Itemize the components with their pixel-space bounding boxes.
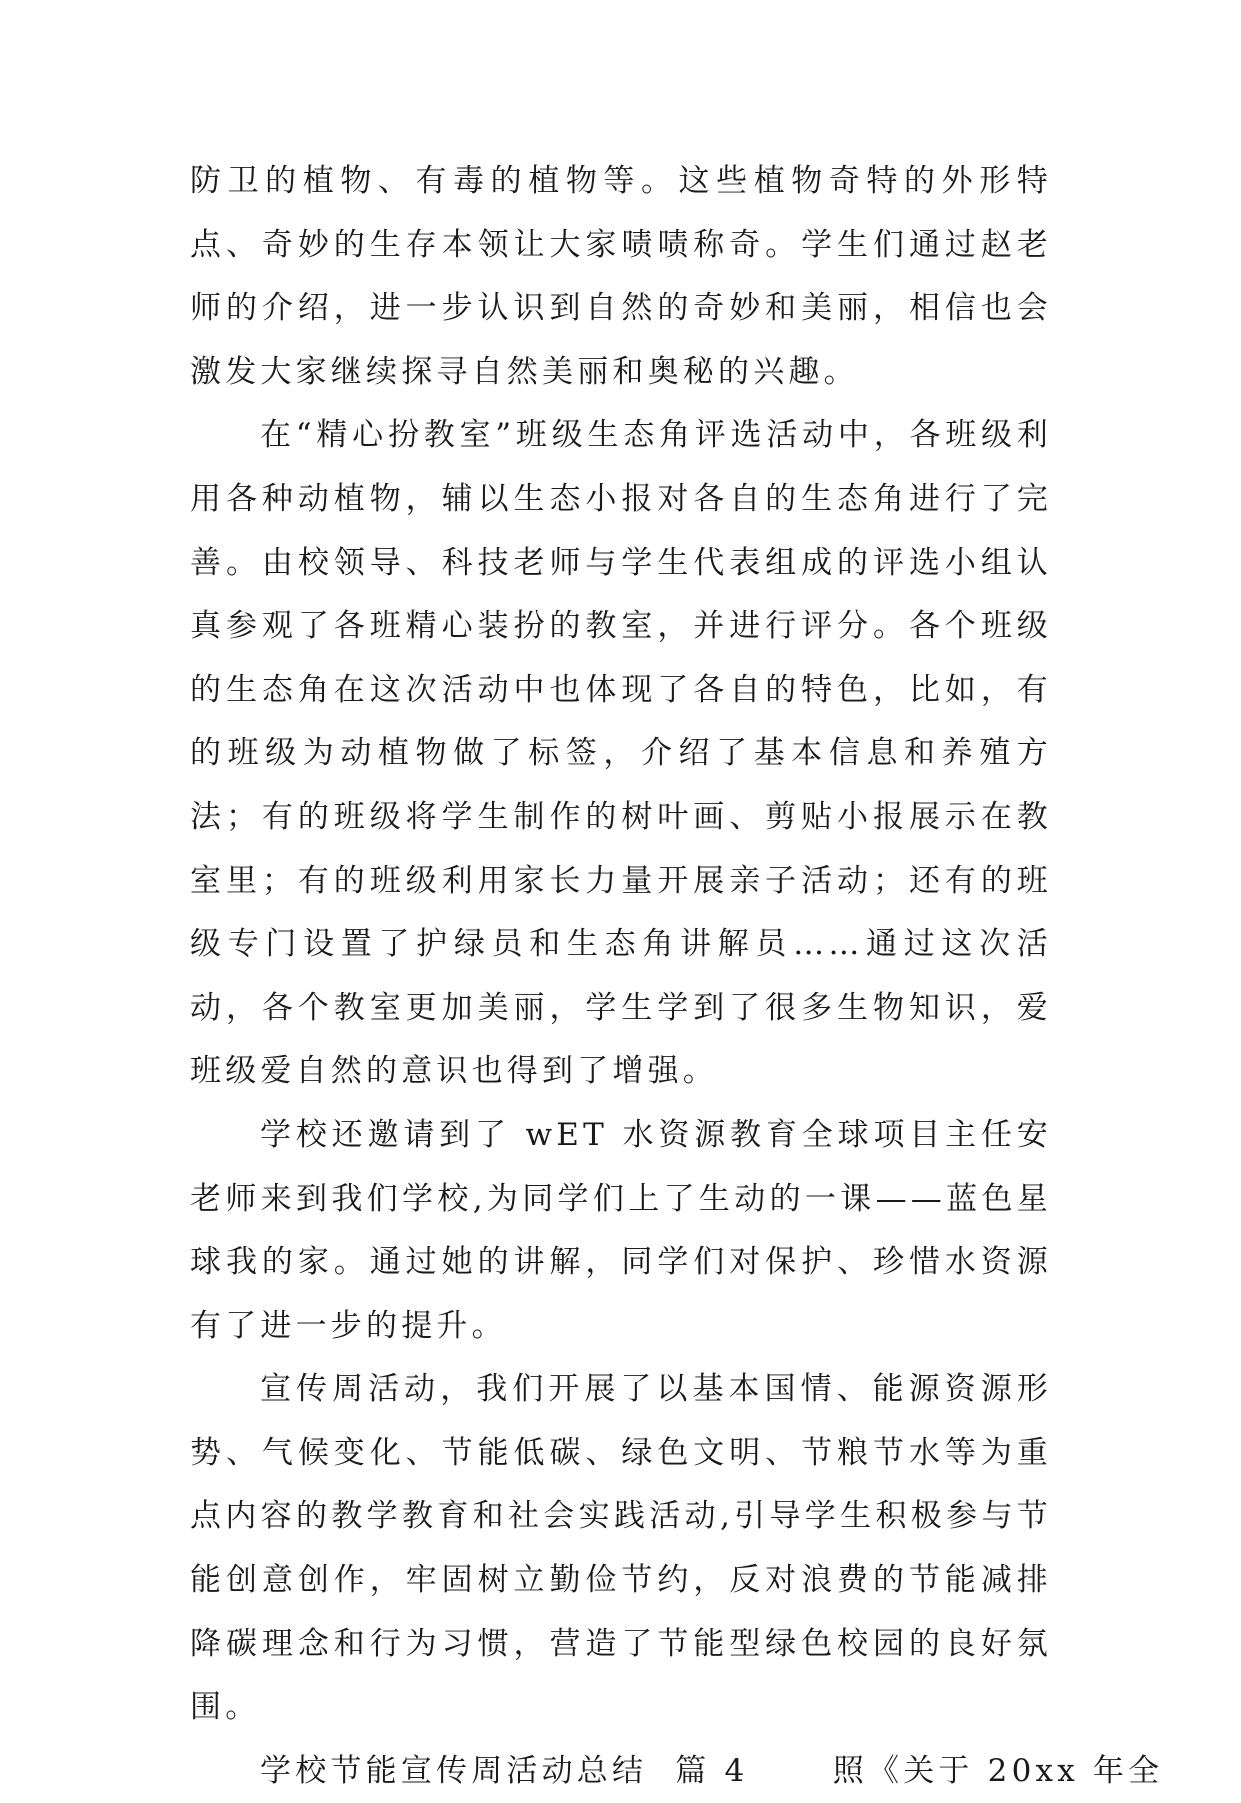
paragraph-water-resources: 学校还邀请到了 wET 水资源教育全球项目主任安老师来到我们学校,为同学们上了生动的一课——蓝色星球我的家。通过她的讲解，同学们对保护、珍惜水资源有了进一步的提升。 (190, 1116, 1052, 1344)
paragraph-publicity-week: 宣传周活动，我们开展了以基本国情、能源资源形势、气候变化、节能低碳、绿色文明、节粮节水等为重点内容的教学教育和社会实践活动,引导学生积极参与节能创意创作，牢固树立勤俭节约，反对浪费的节能减排降碳理念和行为习惯，营造了节能型绿色校园的良好氛围。 (190, 1371, 1052, 1726)
document-body (190, 150, 1164, 1803)
paragraph-classroom-ecology: 在“精心扮教室”班级生态角评选活动中，各班级利用各种动植物，辅以生态小报对各自的生态角进行了完善。由校领导、科技老师与学生代表组成的评选小组认真参观了各班精心装扮的教室，并进行评分。各个班级的生态角在这次活动中也体现了各自的特色，比如，有的班级为动植物做了标签，介绍了基本信息和养殖方法；有的班级将学生制作的树叶画、剪贴小报展示在教室里；有的班级利用家长力量开展亲子活动；还有的班级专门设置了护绿员和生态角讲解员……通过这次活动，各个教室更加美丽，学生学到了很多生物知识，爱班级爱自然的意识也得到了增强。 (190, 417, 1052, 1090)
paragraph-section-heading: 学校节能宣传周活动总结 篇 4 照《关于 20xx 年全 (260, 1752, 1164, 1789)
paragraph-plants: 防卫的植物、有毒的植物等。这些植物奇特的外形特点、奇妙的生存本领让大家啧啧称奇。学生们通过赵老师的介绍，进一步认识到自然的奇妙和美丽，相信也会激发大家继续探寻自然美丽和奥秘的兴趣。 (190, 163, 1052, 390)
